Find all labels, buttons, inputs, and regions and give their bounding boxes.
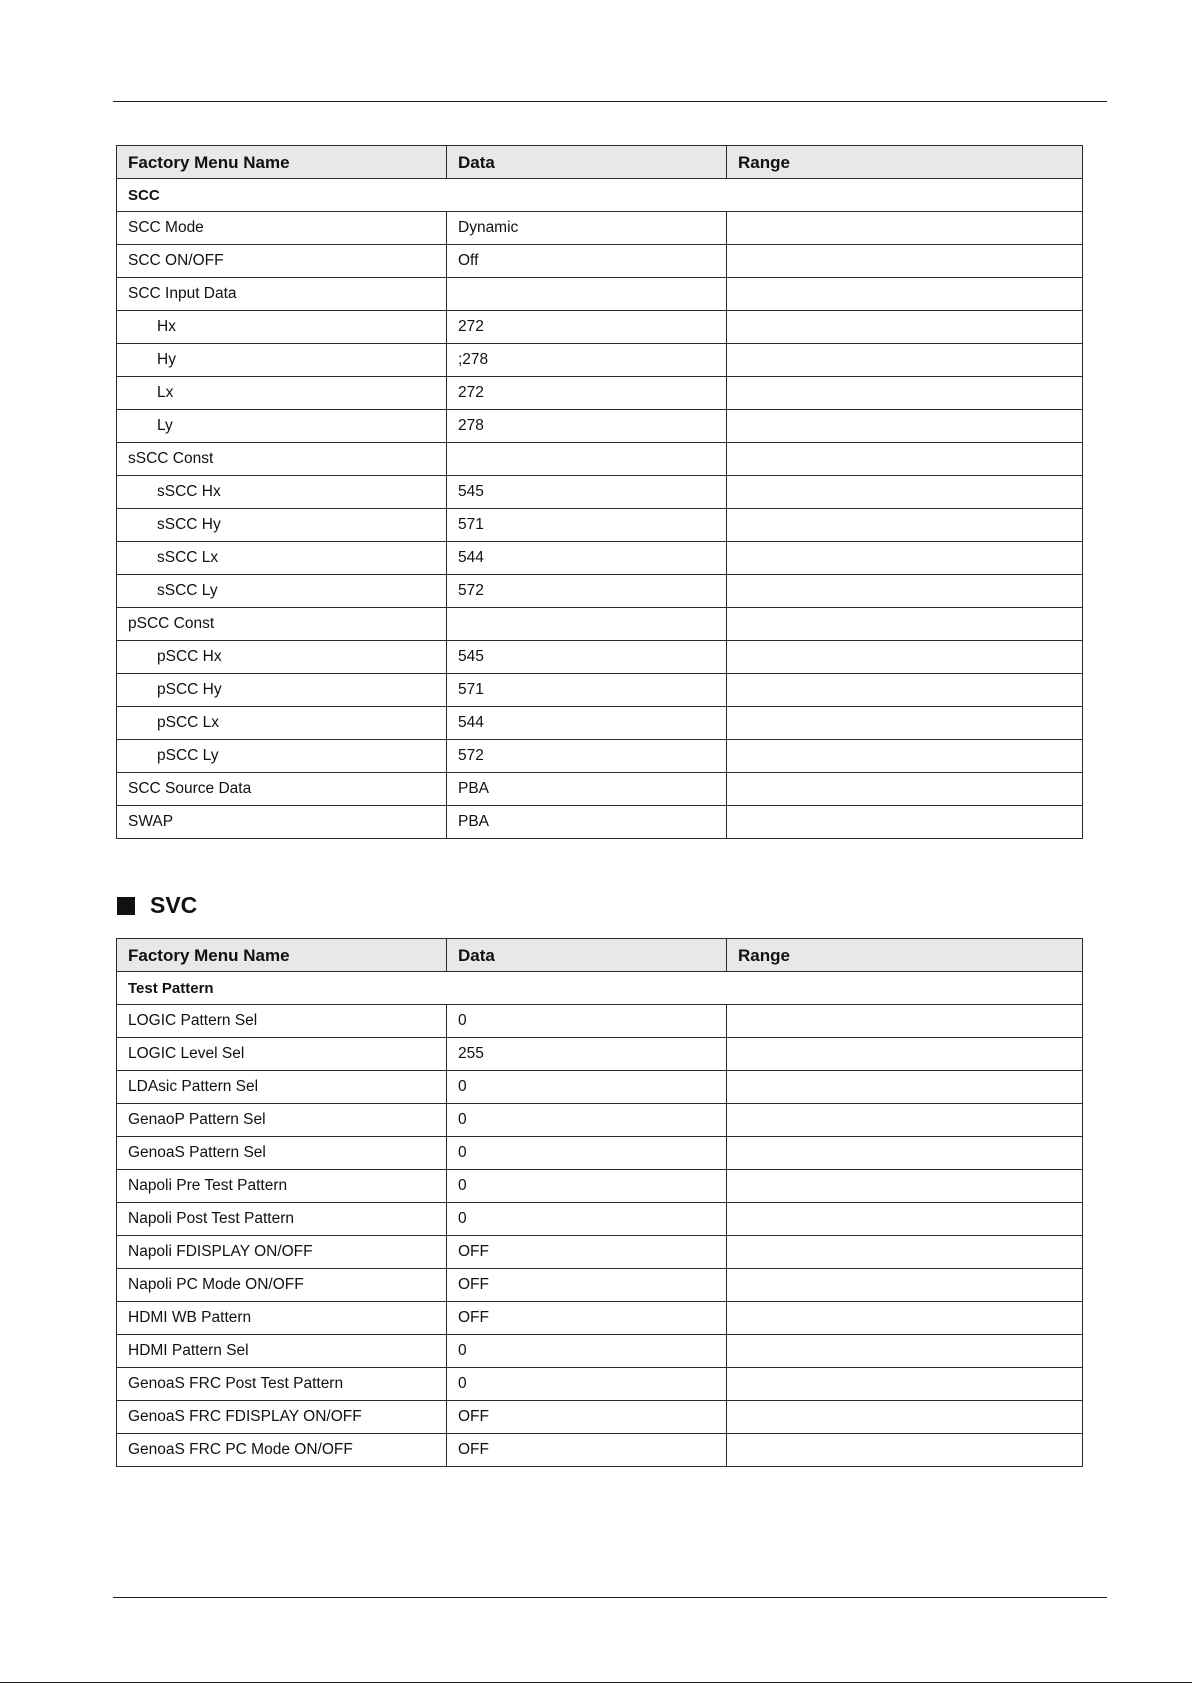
data-cell: 0 — [447, 1203, 727, 1236]
bullet-square-icon — [117, 897, 135, 915]
data-cell: Dynamic — [447, 212, 727, 245]
data-cell: 0 — [447, 1368, 727, 1401]
column-header-menu-name: Factory Menu Name — [117, 939, 447, 972]
range-cell — [727, 509, 1083, 542]
table-row — [117, 212, 1083, 245]
column-header-data: Data — [447, 939, 727, 972]
table-row — [117, 1236, 1083, 1269]
data-cell: OFF — [447, 1302, 727, 1335]
menu-name-cell: Hx — [117, 311, 447, 344]
range-cell — [727, 278, 1083, 311]
footer-rule — [113, 1597, 1107, 1598]
data-cell: OFF — [447, 1269, 727, 1302]
range-cell — [727, 1005, 1083, 1038]
data-cell: 0 — [447, 1104, 727, 1137]
table-row — [117, 1170, 1083, 1203]
data-cell: 278 — [447, 410, 727, 443]
range-cell — [727, 1071, 1083, 1104]
table-row — [117, 575, 1083, 608]
table-row — [117, 707, 1083, 740]
menu-name-cell: GenoaS Pattern Sel — [117, 1137, 447, 1170]
table-row — [117, 509, 1083, 542]
range-cell — [727, 1203, 1083, 1236]
table-row — [117, 344, 1083, 377]
data-cell: 272 — [447, 311, 727, 344]
menu-name-cell: GenaoP Pattern Sel — [117, 1104, 447, 1137]
menu-name-cell: LOGIC Pattern Sel — [117, 1005, 447, 1038]
table-row — [117, 542, 1083, 575]
column-header-range: Range — [727, 939, 1083, 972]
range-cell — [727, 476, 1083, 509]
table-row — [117, 641, 1083, 674]
menu-name-cell: sSCC Ly — [117, 575, 447, 608]
range-cell — [727, 410, 1083, 443]
range-cell — [727, 773, 1083, 806]
range-cell — [727, 245, 1083, 278]
table-row — [117, 1005, 1083, 1038]
range-cell — [727, 212, 1083, 245]
data-cell: OFF — [447, 1236, 727, 1269]
data-cell — [447, 443, 727, 476]
data-cell: 571 — [447, 509, 727, 542]
menu-name-cell: pSCC Hx — [117, 641, 447, 674]
menu-name-cell: SCC Mode — [117, 212, 447, 245]
range-cell — [727, 1170, 1083, 1203]
header-rule — [113, 101, 1107, 102]
range-cell — [727, 1302, 1083, 1335]
scc-table-body — [117, 146, 1083, 839]
menu-name-cell: SCC Input Data — [117, 278, 447, 311]
menu-name-cell: pSCC Ly — [117, 740, 447, 773]
menu-name-cell: Napoli Post Test Pattern — [117, 1203, 447, 1236]
scc-header-row — [117, 146, 1083, 179]
data-cell: 545 — [447, 641, 727, 674]
data-cell: OFF — [447, 1434, 727, 1467]
data-cell: 255 — [447, 1038, 727, 1071]
menu-name-cell: pSCC Hy — [117, 674, 447, 707]
data-cell: 0 — [447, 1170, 727, 1203]
table-row — [117, 608, 1083, 641]
range-cell — [727, 806, 1083, 839]
data-cell: 272 — [447, 377, 727, 410]
data-cell: OFF — [447, 1401, 727, 1434]
range-cell — [727, 1269, 1083, 1302]
menu-name-cell: LOGIC Level Sel — [117, 1038, 447, 1071]
range-cell — [727, 608, 1083, 641]
menu-name-cell: LDAsic Pattern Sel — [117, 1071, 447, 1104]
menu-name-cell: sSCC Const — [117, 443, 447, 476]
page-edge-rule — [0, 1682, 1192, 1683]
range-cell — [727, 1401, 1083, 1434]
data-cell: 571 — [447, 674, 727, 707]
range-cell — [727, 674, 1083, 707]
menu-name-cell: sSCC Hx — [117, 476, 447, 509]
menu-name-cell: GenoaS FRC PC Mode ON/OFF — [117, 1434, 447, 1467]
group-title: SCC — [117, 179, 1083, 212]
menu-name-cell: SWAP — [117, 806, 447, 839]
table-row — [117, 1071, 1083, 1104]
range-cell — [727, 443, 1083, 476]
table-row — [117, 1137, 1083, 1170]
menu-name-cell: sSCC Hy — [117, 509, 447, 542]
scc-group-row — [117, 179, 1083, 212]
range-cell — [727, 707, 1083, 740]
menu-name-cell: HDMI Pattern Sel — [117, 1335, 447, 1368]
table-row — [117, 1401, 1083, 1434]
table-row — [117, 740, 1083, 773]
menu-name-cell: Napoli FDISPLAY ON/OFF — [117, 1236, 447, 1269]
data-cell: ;278 — [447, 344, 727, 377]
menu-name-cell: SCC ON/OFF — [117, 245, 447, 278]
data-cell: 544 — [447, 707, 727, 740]
data-cell: 0 — [447, 1005, 727, 1038]
table-row — [117, 1038, 1083, 1071]
range-cell — [727, 1236, 1083, 1269]
column-header-range: Range — [727, 146, 1083, 179]
svc-section-heading — [117, 892, 197, 919]
range-cell — [727, 377, 1083, 410]
data-cell: 544 — [447, 542, 727, 575]
column-header-menu-name: Factory Menu Name — [117, 146, 447, 179]
range-cell — [727, 344, 1083, 377]
range-cell — [727, 311, 1083, 344]
group-title: Test Pattern — [117, 972, 1083, 1005]
data-cell: 572 — [447, 740, 727, 773]
table-row — [117, 773, 1083, 806]
menu-name-cell: Napoli PC Mode ON/OFF — [117, 1269, 447, 1302]
menu-name-cell: SCC Source Data — [117, 773, 447, 806]
menu-name-cell: GenoaS FRC FDISPLAY ON/OFF — [117, 1401, 447, 1434]
table-row — [117, 311, 1083, 344]
table-row — [117, 443, 1083, 476]
table-row — [117, 1335, 1083, 1368]
menu-name-cell: Ly — [117, 410, 447, 443]
data-cell: 0 — [447, 1137, 727, 1170]
menu-name-cell: pSCC Const — [117, 608, 447, 641]
range-cell — [727, 1038, 1083, 1071]
data-cell: PBA — [447, 806, 727, 839]
table-row — [117, 476, 1083, 509]
menu-name-cell: sSCC Lx — [117, 542, 447, 575]
svc-table-body — [117, 939, 1083, 1467]
data-cell: Off — [447, 245, 727, 278]
data-cell: 572 — [447, 575, 727, 608]
menu-name-cell: pSCC Lx — [117, 707, 447, 740]
table-row — [117, 806, 1083, 839]
svc-group-row — [117, 972, 1083, 1005]
range-cell — [727, 1137, 1083, 1170]
menu-name-cell: HDMI WB Pattern — [117, 1302, 447, 1335]
table-row — [117, 377, 1083, 410]
menu-name-cell: GenoaS FRC Post Test Pattern — [117, 1368, 447, 1401]
table-row — [117, 278, 1083, 311]
table-row — [117, 1434, 1083, 1467]
table-row — [117, 1104, 1083, 1137]
range-cell — [727, 740, 1083, 773]
data-cell — [447, 278, 727, 311]
data-cell: 545 — [447, 476, 727, 509]
range-cell — [727, 1335, 1083, 1368]
table-row — [117, 1203, 1083, 1236]
menu-name-cell: Napoli Pre Test Pattern — [117, 1170, 447, 1203]
range-cell — [727, 542, 1083, 575]
table-row — [117, 1302, 1083, 1335]
range-cell — [727, 1104, 1083, 1137]
data-cell: 0 — [447, 1071, 727, 1104]
table-row — [117, 245, 1083, 278]
table-row — [117, 674, 1083, 707]
svc-table — [116, 938, 1083, 1467]
svc-heading-text: SVC — [150, 892, 198, 918]
menu-name-cell: Hy — [117, 344, 447, 377]
menu-name-cell: Lx — [117, 377, 447, 410]
table-row — [117, 410, 1083, 443]
svc-header-row — [117, 939, 1083, 972]
data-cell: 0 — [447, 1335, 727, 1368]
range-cell — [727, 1368, 1083, 1401]
range-cell — [727, 1434, 1083, 1467]
data-cell — [447, 608, 727, 641]
range-cell — [727, 641, 1083, 674]
table-row — [117, 1269, 1083, 1302]
data-cell: PBA — [447, 773, 727, 806]
column-header-data: Data — [447, 146, 727, 179]
range-cell — [727, 575, 1083, 608]
table-row — [117, 1368, 1083, 1401]
scc-table — [116, 145, 1083, 839]
